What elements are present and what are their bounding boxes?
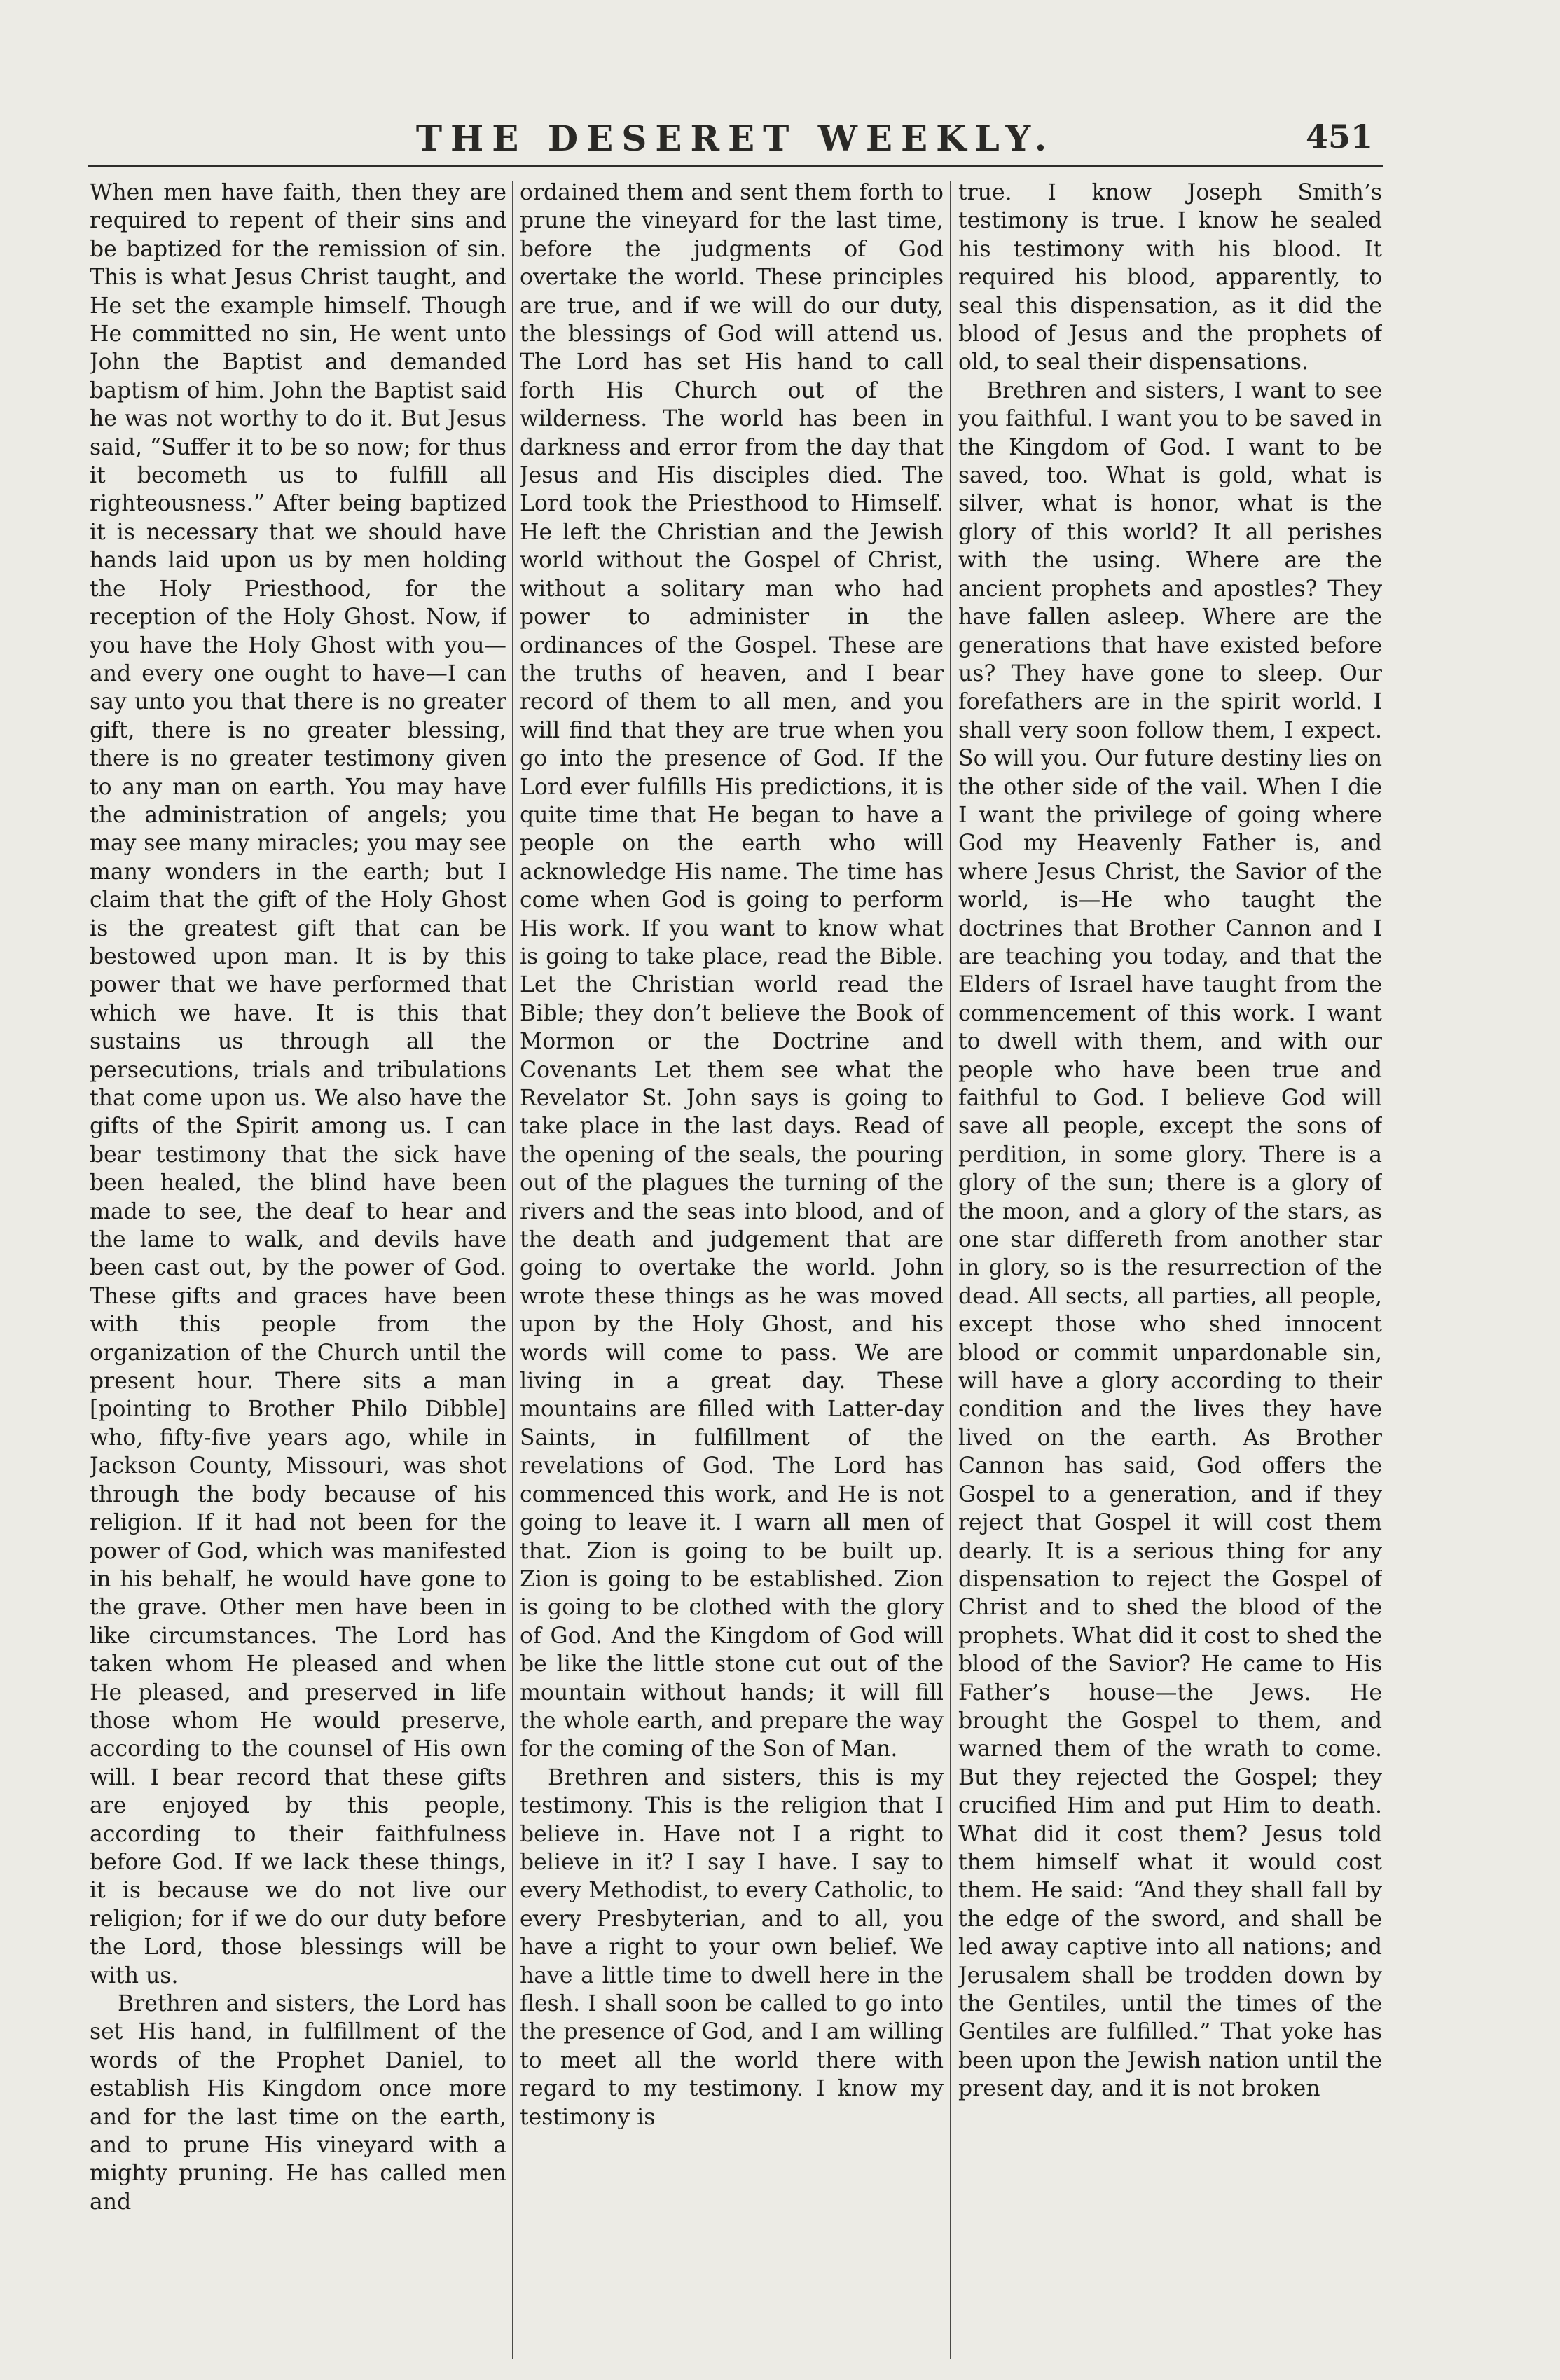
page-number: 451 — [1305, 118, 1373, 155]
paragraph: true. I know Joseph Smith’s testimony is true. I know he sealed his testimony with his blood. It required his blood, apparently, to seal this dispensation, as it did the blood of Jesus and the prophets of old, to seal their dispensations. — [958, 180, 1382, 375]
masthead — [84, 118, 1387, 167]
paragraph: When men have faith, then they are required to repent of their sins and be baptized for the remission of sin. This is what Jesus Christ taught, and He set the example himself. Though He committed no sin, He went unto John the Baptist and demanded baptism of him. John the Baptist said he was not worthy to do it. But Jesus said, “Suffer it to be so now; for thus it becometh us to fulfill all righteousness.” After being baptized it is necessary that we should have hands laid upon us by men holding the Holy Priesthood, for the reception of the Holy Ghost. Now, if you have the Holy Ghost with you—and every one ought to have—I can say unto you that there is no greater gift, there is no greater blessing, there is no greater testimony given to any man on earth. You may have the administration of angels; you may see many miracles; you may see many wonders in the earth; but I claim that the gift of the Holy Ghost is the greatest gift that can be bestowed upon man. It is by this power that we have performed that which we have. It is this that sustains us through all the persecutions, trials and tribulations that come upon us. We also have the gifts of the Spirit among us. I can bear testimony that the sick have been healed, the blind have been made to see, the deaf to hear and the lame to walk, and devils have been cast out, by the power of God. These gifts and graces have been with this people from the organization of the Church until the present hour. There sits a man [pointing to Brother Philo Dibble] who, fifty-five years ago, while in Jackson County, Missouri, was shot through the body because of his religion. If it had not been for the power of God, which was manifested in his behalf, he would have gone to the grave. Other men have been in like circumstances. The Lord has taken whom He pleased and when He pleased, and preserved in life those whom He would preserve, according to the counsel of His own will. I bear record that these gifts are enjoyed by this people, according to their faithfulness before God. If we lack these things, it is because we do not live our religion; for if we do our duty before the Lord, those blessings will be with us. — [90, 180, 506, 1988]
paragraph: ordained them and sent them forth to prune the vineyard for the last time, before the judgments of God overtake the world. These principles are true, and if we will do our duty, the blessings of God will attend us. The Lord has set His hand to call forth His Church out of the wilderness. The world has been in darkness and error from the day that Jesus and His disciples died. The Lord took the Priesthood to Himself. He left the Christian and the Jewish world without the Gospel of Christ, without a solitary man who had power to administer in the ordinances of the Gospel. These are the truths of heaven, and I bear record of them to all men, and you will find that they are true when you go into the presence of God. If the Lord ever fulfills His predictions, it is quite time that He began to have a people on the earth who will acknowledge His name. The time has come when God is going to perform His work. If you want to know what is going to take place, read the Bible. Let the Christian world read the Bible; they don’t believe the Book of Mormon or the Doctrine and Covenants Let them see what the Revelator St. John says is going to take place in the last days. Read of the opening of the seals, the pouring out of the plagues the turning of the rivers and the seas into blood, and of the death and judgement that are going to overtake the world. John wrote these things as he was moved upon by the Holy Ghost, and his words will come to pass. We are living in a great day. These mountains are filled with Latter-day Saints, in fulfillment of the revelations of God. The Lord has commenced this work, and He is not going to leave it. I warn all men of that. Zion is going to be built up. Zion is going to be established. Zion is going to be clothed with the glory of God. And the Kingdom of God will be like the little stone cut out of the mountain without hands; it will fill the whole earth, and prepare the way for the coming of the Son of Man. — [520, 180, 944, 1762]
paragraph: Brethren and sisters, this is my testimony. This is the religion that I believe in. Have not I a right to believe in it? I say I have. I say to every Methodist, to every Catholic, to every Presbyterian, and to all, you have a right to your own belief. We have a little time to dwell here in the flesh. I shall soon be called to go into the presence of God, and I am willing to meet all the world there with regard to my testimony. I know my testimony is — [520, 1764, 944, 2130]
text-column-2 — [520, 179, 944, 2350]
paragraph: Brethren and sisters, I want to see you faithful. I want you to be saved in the Kingdom of God. I want to be saved, too. What is gold, what is silver, what is honor, what is the glory of this world? It all perishes with the using. Where are the ancient prophets and apostles? They have fallen asleep. Where are the generations that have existed before us? They have gone to sleep. Our forefathers are in the spirit world. I shall very soon follow them, I expect. So will you. Our future destiny lies on the other side of the vail. When I die I want the privilege of going where God my Heavenly Father is, and where Jesus Christ, the Savior of the world, is—He who taught the doctrines that Brother Cannon and I are teaching you today, and that the Elders of Israel have taught from the commencement of this work. I want to dwell with them, and with our people who have been true and faithful to God. I believe God will save all people, except the sons of perdition, in some glory. There is a glory of the sun; there is a glory of the moon, and a glory of the stars, as one star differeth from another star in glory, so is the resurrection of the dead. All sects, all parties, all people, except those who shed innocent blood or commit unpardonable sin, will have a glory according to their condition and the lives they have lived on the earth. As Brother Cannon has said, God offers the Gospel to a generation, and if they reject that Gospel it will cost them dearly. It is a serious thing for any dispensation to reject the Gospel of Christ and to shed the blood of the prophets. What did it cost to shed the blood of the Savior? He came to His Father’s house—the Jews. He brought the Gospel to them, and warned them of the wrath to come. But they rejected the Gospel; they crucified Him and put Him to death. What did it cost them? Jesus told them himself what it would cost them. He said: “And they shall fall by the edge of the sword, and shall be led away captive into all nations; and Jerusalem shall be trodden down by the Gentiles, until the times of the Gentiles are fulfilled.” That yoke has been upon the Jewish nation until the present day, and it is not broken — [958, 378, 1382, 2102]
text-column-3 — [958, 179, 1382, 2350]
paragraph: Brethren and sisters, the Lord has set His hand, in fulfillment of the words of the Prophet Daniel, to establish His Kingdom once more and for the last time on the earth, and to prune His vineyard with a mighty pruning. He has called men and — [90, 1991, 506, 2215]
publication-title: THE DESERET WEEKLY. — [415, 118, 1056, 159]
header-rule — [88, 165, 1383, 167]
column-divider — [512, 181, 513, 2359]
text-column-1 — [90, 179, 506, 2350]
column-divider — [950, 181, 951, 2359]
